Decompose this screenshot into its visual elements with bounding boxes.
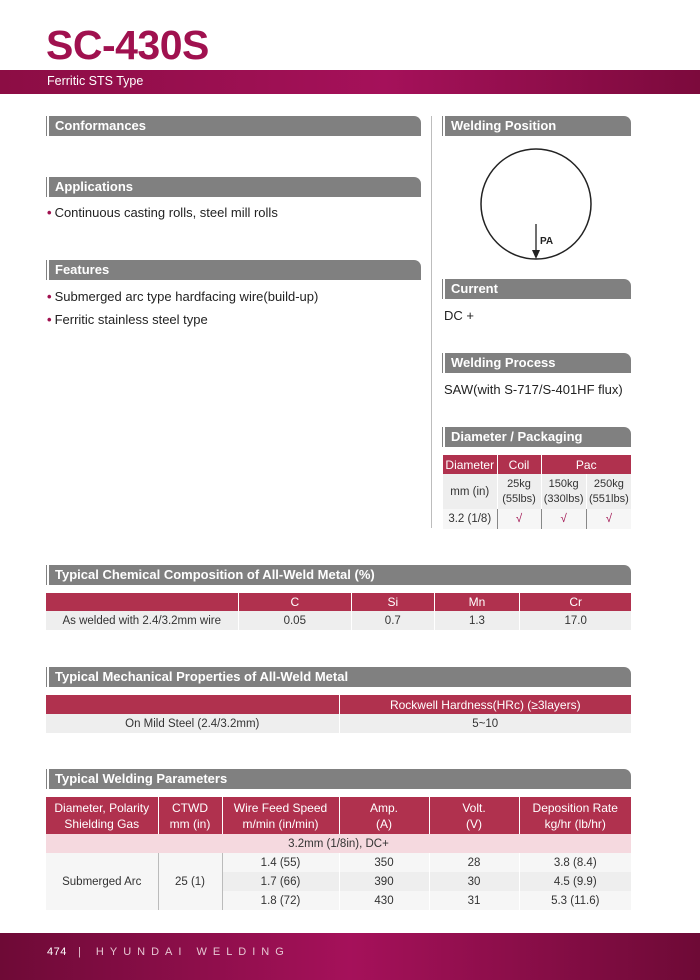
check-coil-25: √: [497, 509, 541, 529]
application-item: • Continuous casting rolls, steel mill rolls: [47, 205, 278, 220]
mechanical-corner: [46, 695, 339, 714]
chemical-row-label: As welded with 2.4/3.2mm wire: [46, 611, 238, 630]
value-mn: 1.3: [434, 611, 520, 630]
col-diameter-polarity: Diameter, Polarity Shielding Gas: [46, 797, 158, 834]
subtitle-bar: [0, 70, 700, 94]
col-hardness: Rockwell Hardness(HRc) (≥3layers): [339, 695, 631, 714]
col-deposition: Deposition Rate kg/hr (lb/hr): [519, 797, 631, 834]
col-si: Si: [352, 593, 435, 611]
volt-cell: 31: [429, 891, 519, 910]
col-ctwd: CTWD mm (in): [158, 797, 222, 834]
features-heading: Features: [46, 260, 421, 280]
params-group-row: 3.2mm (1/8in), DC+: [46, 834, 631, 853]
unit-label: mm (in): [443, 474, 497, 509]
col-diameter: Diameter: [443, 455, 497, 474]
wfs-cell: 1.8 (72): [222, 891, 339, 910]
col-amp: Amp. (A): [339, 797, 429, 834]
feature-item: • Submerged arc type hardfacing wire(build-up): [47, 289, 319, 304]
col-coil: Coil: [497, 455, 541, 474]
chemical-table: [46, 593, 631, 630]
packaging-table: [443, 455, 631, 529]
conformances-heading: Conformances: [46, 116, 421, 136]
col-volt: Volt. (V): [429, 797, 519, 834]
welding-position-diagram: [478, 148, 592, 264]
amp-cell: 390: [339, 872, 429, 891]
mechanical-heading: Typical Mechanical Properties of All-Weld Metal: [46, 667, 631, 687]
dep-cell: 4.5 (9.9): [519, 872, 631, 891]
params-heading: Typical Welding Parameters: [46, 769, 631, 789]
amp-cell: 430: [339, 891, 429, 910]
col-c: C: [238, 593, 352, 611]
current-heading: Current: [442, 279, 631, 299]
value-c: 0.05: [238, 611, 352, 630]
value-cr: 17.0: [520, 611, 631, 630]
packaging-heading: Diameter / Packaging: [442, 427, 631, 447]
dep-cell: 5.3 (11.6): [519, 891, 631, 910]
col-pac: Pac: [541, 455, 631, 474]
current-value: DC +: [444, 308, 474, 323]
col-wire-feed: Wire Feed Speed m/min (in/min): [222, 797, 339, 834]
feature-item: • Ferritic stainless steel type: [47, 312, 208, 327]
process-cell: Submerged Arc: [46, 853, 158, 910]
wfs-cell: 1.7 (66): [222, 872, 339, 891]
pac-150kg: 150kg (330lbs): [541, 474, 586, 509]
table-row: [46, 853, 631, 872]
welding-process-value: SAW(with S-717/S-401HF flux): [444, 382, 623, 397]
hardness-value: 5~10: [339, 714, 631, 733]
dep-cell: 3.8 (8.4): [519, 853, 631, 872]
column-divider: [431, 116, 432, 528]
check-pac-250: √: [586, 509, 631, 529]
page-number: 474: [47, 946, 67, 958]
check-pac-150: √: [541, 509, 586, 529]
ctwd-cell: 25 (1): [158, 853, 222, 910]
chemical-corner: [46, 593, 238, 611]
page-title: SC-430S: [46, 22, 209, 68]
footer-bar: [0, 933, 700, 980]
welding-process-heading: Welding Process: [442, 353, 631, 373]
amp-cell: 350: [339, 853, 429, 872]
footer-brand: | HYUNDAI WELDING: [78, 946, 290, 958]
coil-25kg: 25kg (55lbs): [497, 474, 541, 509]
welding-position-heading: Welding Position: [442, 116, 631, 136]
arrow-head-icon: [532, 250, 540, 259]
applications-heading: Applications: [46, 177, 421, 197]
wfs-cell: 1.4 (55): [222, 853, 339, 872]
mechanical-table: [46, 695, 631, 733]
volt-cell: 30: [429, 872, 519, 891]
value-si: 0.7: [352, 611, 435, 630]
row-diameter: 3.2 (1/8): [443, 509, 497, 529]
col-mn: Mn: [434, 593, 520, 611]
position-label: PA: [540, 236, 554, 247]
chemical-heading: Typical Chemical Composition of All-Weld Metal (%): [46, 565, 631, 585]
col-cr: Cr: [520, 593, 631, 611]
volt-cell: 28: [429, 853, 519, 872]
page-subtitle: Ferritic STS Type: [47, 74, 144, 88]
mechanical-row-label: On Mild Steel (2.4/3.2mm): [46, 714, 339, 733]
params-table: [46, 797, 631, 910]
pac-250kg: 250kg (551lbs): [586, 474, 631, 509]
